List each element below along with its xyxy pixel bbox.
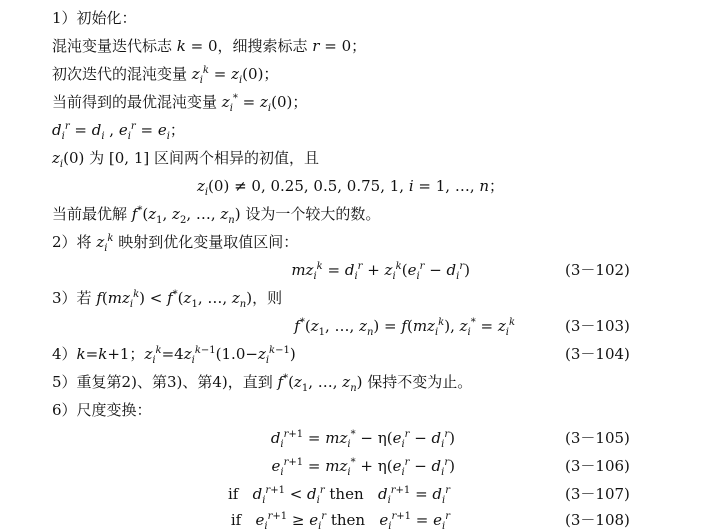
- initial-values-constraint: $z_i(0) \ne 0$, 0.25, 0.5, 0.75, 1, i = 1, …, n；: [196, 177, 505, 198]
- equation-number-3-106: (3－106): [565, 457, 630, 475]
- step-2-heading: 2）将 $z_i^k$ 映射到优化变量取值区间：: [52, 233, 299, 254]
- step-5-line: 5）重复第2)、第3)、第4)，直到 $f^*(z_1$, …, $z_n$) 保持不变为止。: [52, 373, 473, 394]
- equation-3-105: $d_i^{r+1} = mz_i^* - \eta(e_i^r - d_i^r)$: [270, 429, 455, 450]
- equation-number-3-107: (3－107): [565, 485, 630, 503]
- equation-number-3-108: (3－108): [565, 511, 630, 529]
- equation-number-3-103: (3－103): [565, 317, 630, 335]
- equation-number-3-104: (3－104): [565, 345, 630, 363]
- init-flags-line: 混沌变量迭代标志 k = 0，细搜索标志 r = 0；: [52, 37, 367, 55]
- best-chaos-variable-line: 当前得到的最优混沌变量 $z_i^* = z_i(0)$；: [52, 93, 308, 114]
- equation-3-107: if $d_i^{r+1} < d_i^r$ then $d_i^{r+1} = d_i^r$: [227, 485, 450, 506]
- equation-number-3-102: (3－102): [565, 261, 630, 279]
- step-6-heading: 6）尺度变换：: [52, 401, 152, 419]
- equation-3-106: $e_i^{r+1} = mz_i^* + \eta(e_i^r - d_i^r)$: [271, 457, 455, 478]
- step-4-equation: 4）k=k+1；$z_i^k=4z_i^{k-1}(1.0-z_i^{k-1})$: [52, 345, 296, 366]
- equation-number-3-105: (3－105): [565, 429, 630, 447]
- equation-3-103: $f^*(z_1$, …, $z_n) = f(mz_i^k)$, $z_i^* = z_i^k$: [294, 317, 515, 338]
- step-3-heading: 3）若 $f(mz_i^k) < f^*(z_1$, …, $z_n$)，则: [52, 289, 283, 310]
- initial-values-line: $z_i(0)$ 为 [0, 1] 区间两个相异的初值，且: [52, 149, 319, 170]
- bounds-init-line: $d_i^r = d_i$ , $e_i^r = e_i$；: [52, 121, 185, 142]
- step-1-heading: 1）初始化：: [52, 9, 137, 27]
- equation-3-102: $mz_i^k = d_i^r + z_i^k(e_i^r - d_i^r)$: [291, 261, 470, 282]
- init-chaos-variable-line: 初次迭代的混沌变量 $z_i^k = z_i(0)$；: [52, 65, 279, 86]
- best-solution-line: 当前最优解 $f^*(z_1$, $z_2$, …, $z_n$) 设为一个较大的数。: [52, 205, 381, 226]
- equation-3-108: if $e_i^{r+1} \ge e_i^r$ then $e_i^{r+1} = e_i^r$: [230, 511, 450, 532]
